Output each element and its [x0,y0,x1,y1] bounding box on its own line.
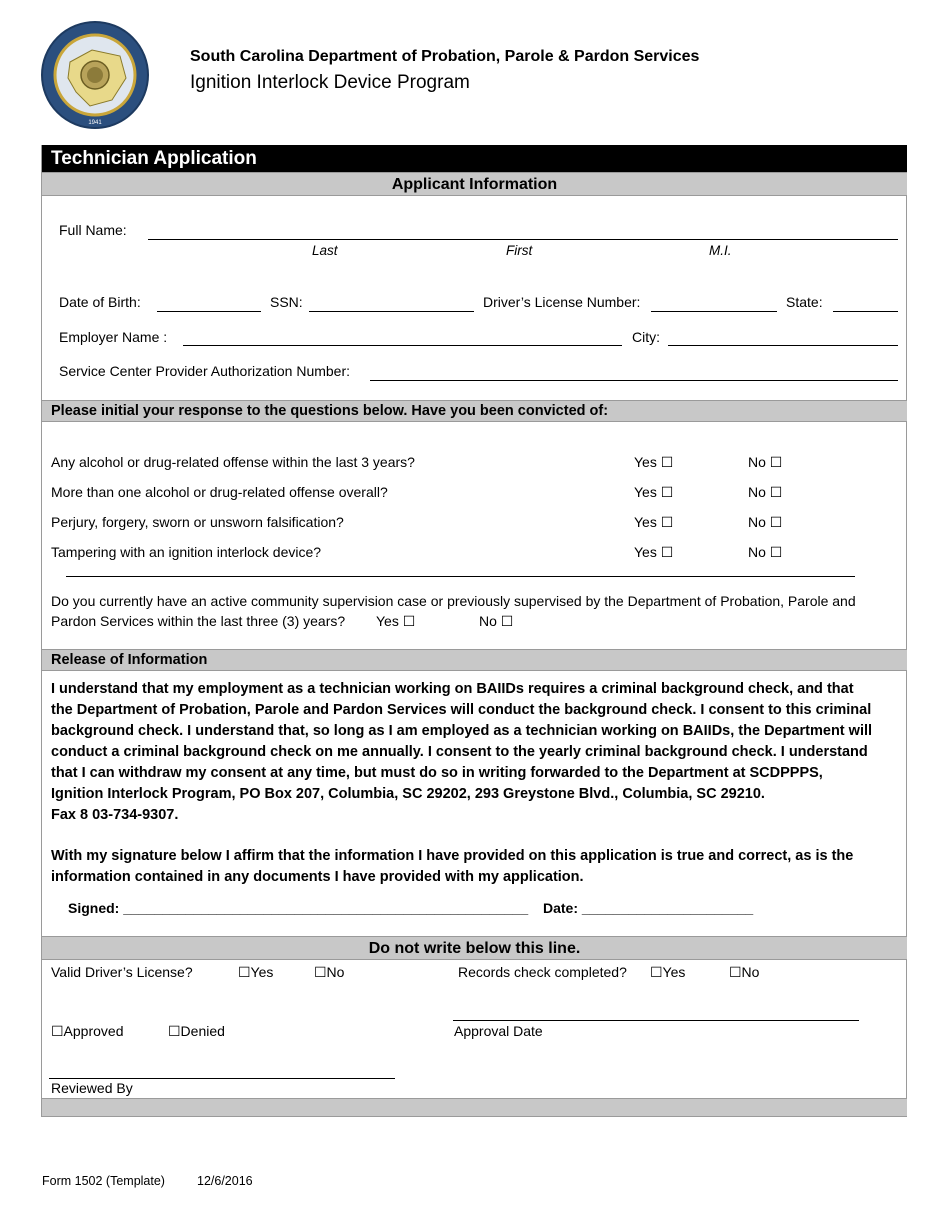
date-of-birth-label: Date of Birth: [59,294,141,310]
first-name-caption: First [506,243,533,258]
affirmation-line: information contained in any documents I have provided with my application. [51,869,584,885]
question-4-yes-checkbox[interactable]: Yes ☐ [634,544,674,560]
approval-date-field[interactable] [453,1020,859,1021]
release-line: the Department of Probation, Parole and Pardon Services will conduct the background check. I consent to this criminal [51,702,872,718]
section-divider [66,576,855,577]
approval-date-label: Approval Date [454,1023,543,1039]
authorization-number-field[interactable] [370,380,898,381]
reviewed-by-field[interactable] [49,1078,395,1079]
program-name: Ignition Interlock Device Program [190,72,470,93]
question-3-no-checkbox[interactable]: No ☐ [748,514,783,530]
full-name-label: Full Name: [59,222,127,238]
question-2-no-checkbox[interactable]: No ☐ [748,484,783,500]
middle-initial-caption: M.I. [709,243,732,258]
state-label: State: [786,294,823,310]
question-2-yes-checkbox[interactable]: Yes ☐ [634,484,674,500]
convictions-heading: Please initial your response to the questions below. Have you been convicted of: [42,400,907,422]
form-number: Form 1502 (Template) [42,1174,165,1188]
release-line: Fax 8 03-734-9307. [51,807,179,823]
release-of-information-heading: Release of Information [42,649,907,671]
question-1: Any alcohol or drug-related offense within the last 3 years? [51,454,415,470]
question-3-yes-checkbox[interactable]: Yes ☐ [634,514,674,530]
approved-checkbox[interactable]: ☐Approved [51,1023,124,1039]
release-line: that I can withdraw my consent at any time, but must do so in writing forwarded to the Department at SCDPPPS, [51,765,823,781]
question-2: More than one alcohol or drug-related offense overall? [51,484,388,500]
question-1-no-checkbox[interactable]: No ☐ [748,454,783,470]
valid-license-yes-checkbox[interactable]: ☐Yes [238,964,274,980]
bottom-shaded-band [42,1098,907,1117]
supervision-question-line-2: Pardon Services within the last three (3) years? [51,613,346,629]
question-4: Tampering with an ignition interlock device? [51,544,322,560]
denied-checkbox[interactable]: ☐Denied [168,1023,225,1039]
last-name-caption: Last [312,243,338,258]
employer-name-label: Employer Name : [59,329,168,345]
drivers-license-field[interactable] [651,311,777,312]
reviewed-by-label: Reviewed By [51,1080,133,1096]
full-name-field[interactable] [148,239,898,240]
records-check-no-checkbox[interactable]: ☐No [729,964,760,980]
question-4-no-checkbox[interactable]: No ☐ [748,544,783,560]
state-field[interactable] [833,311,898,312]
authorization-number-label: Service Center Provider Authorization Number: [59,363,351,379]
signature-field[interactable]: Signed: ____________________________________________________ [68,900,529,916]
question-1-yes-checkbox[interactable]: Yes ☐ [634,454,674,470]
question-3: Perjury, forgery, sworn or unsworn falsification? [51,514,344,530]
employer-name-field[interactable] [183,345,622,346]
records-check-yes-checkbox[interactable]: ☐Yes [650,964,686,980]
valid-drivers-license-label: Valid Driver’s License? [51,964,193,980]
city-label: City: [632,329,660,345]
form-title: Technician Application [42,145,907,172]
applicant-information-heading: Applicant Information [42,172,907,196]
ssn-label: SSN: [270,294,303,310]
agency-name: South Carolina Department of Probation, Parole & Pardon Services [190,48,700,65]
release-line: I understand that my employment as a technician working on BAIIDs requires a criminal background check, and that [51,681,854,697]
records-check-label: Records check completed? [458,964,627,980]
affirmation-statement [51,846,901,888]
drivers-license-label: Driver’s License Number: [483,294,641,310]
release-line: conduct a criminal background check on me annually. I consent to the yearly criminal background check. I understand [51,744,868,760]
seal-year: 1941 [88,120,102,126]
supervision-question-line-1: Do you currently have an active community supervision case or previously supervised by the Department of Probation, Parole and [51,593,856,609]
signature-date-field[interactable]: Date: ______________________ [543,900,754,916]
department-seal-logo [40,20,150,130]
office-use-heading: Do not write below this line. [42,936,907,960]
supervision-no-checkbox[interactable]: No ☐ [479,613,514,629]
city-field[interactable] [668,345,898,346]
valid-license-no-checkbox[interactable]: ☐No [314,964,345,980]
ssn-field[interactable] [309,311,474,312]
date-of-birth-field[interactable] [157,311,261,312]
release-line: background check. I understand that, so long as I am employed as a technician working on BAIIDs, the Department will [51,723,873,739]
supervision-yes-checkbox[interactable]: Yes ☐ [376,613,416,629]
affirmation-line: With my signature below I affirm that the information I have provided on this application is true and correct, as is the [51,848,854,864]
form-date: 12/6/2016 [197,1174,253,1188]
release-statement [51,679,901,826]
release-line: Ignition Interlock Program, PO Box 207, Columbia, SC 29202, 293 Greystone Blvd., Columbia, SC 29210. [51,786,765,802]
